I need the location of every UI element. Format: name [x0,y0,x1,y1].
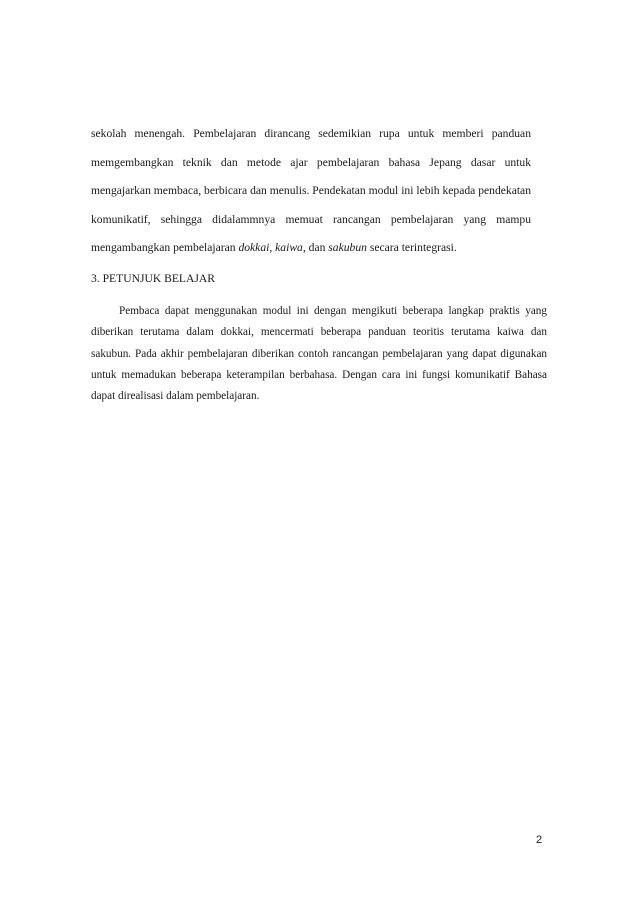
term-separator-2: dan [305,241,329,255]
section-body-paragraph: Pembaca dapat menggunakan modul ini dengan mengikuti beberapa langkap praktis yang diberikan terutama dalam dokkai, mencermati beberapa panduan teoritis terutama kaiwa dan sakubun. Pada akhir pembelajaran diberikan contoh rancangan pembelajaran yang dapat digunakan untuk memadukan beberapa keterampilan berbahasa. Dengan cara ini fungsi komunikatif Bahasa dapat direalisasi dalam pembelajaran. [91,305,547,403]
intro-text-end: secara terintegrasi. [366,241,457,255]
term-dokkai: dokkai, [238,241,273,255]
intro-paragraph [91,120,531,263]
section-heading: 3. PETUNJUK BELAJAR [91,272,215,285]
page-number: 2 [536,834,543,846]
term-kaiwa: kaiwa, [275,241,306,255]
term-sakubun: sakubun [328,241,367,255]
intro-text-start: sekolah menengah. Pembelajaran dirancang sedemikian rupa untuk memberi panduan memgembangkan teknik dan metode ajar pembelajaran bahasa Jepang dasar untuk mengajarkan membaca, berbicara dan menulis. Pendekatan modul ini lebih kepada pendekatan komunikatif, sehingga didalammnya memuat rancangan pembelajaran yang mampu mengambangkan pembelajaran [91,127,531,255]
